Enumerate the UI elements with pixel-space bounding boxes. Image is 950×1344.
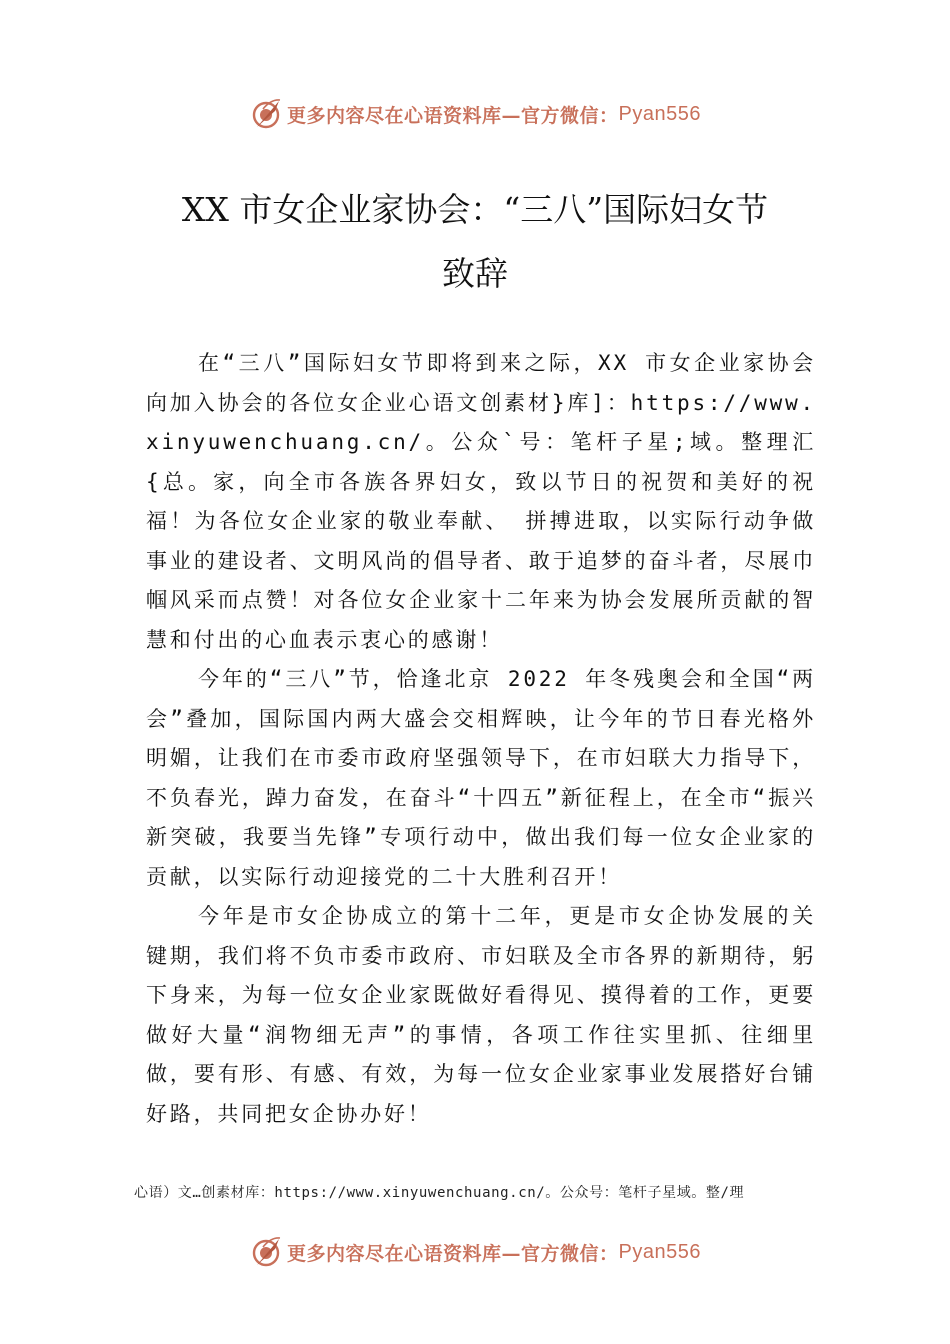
banner-text: 更多内容尽在心语资料库—官方微信： — [287, 1242, 619, 1265]
banner-wechat-id: Pyan556 — [618, 1240, 701, 1263]
document-body — [146, 344, 816, 1134]
header-banner — [0, 94, 950, 134]
paragraph-1: 在“三八”国际妇女节即将到来之际，XX 市女企业家协会向加入协会的各位女企业心语文创素材}库]：https://www.xinyuwenchuang.cn/。公众`号：笔杆子星;域。整理汇{总。家，向全市各族各界妇女，致以节日的祝贺和美好的祝福！为各位女企业家的敬业奉献、 拼搏进取，以实际行动争做事业的建设者、文明风尚的倡导者、敢于追梦的奋斗者，尽展巾帼风采而点赞！对各位女企业家十二年来为协会发展所贡献的智慧和付出的心血表示衷心的感谢！ — [146, 351, 816, 652]
source-footnote: 心语）文…创素材库：https://www.xinyuwenchuang.cn/。公众号：笔杆子星域。整/理 — [134, 1185, 745, 1201]
banner-wechat-id: Pyan556 — [618, 102, 701, 125]
document-title-line-2: 致辞 — [442, 254, 508, 293]
quill-seal-icon — [249, 97, 283, 131]
quill-seal-icon — [249, 1235, 283, 1269]
footer-banner — [0, 1232, 950, 1272]
paragraph-3: 今年是市女企协成立的第十二年，更是市女企协发展的关键期，我们将不负市委市政府、市妇联及全市各界的新期待，躬下身来，为每一位女企业家既做好看得见、摸得着的工作，更要做好大量“润物细无声”的事情，各项工作往实里抓、往细里做，要有形、有感、有效，为每一位女企业家事业发展搭好台铺好路，共同把女企协办好！ — [146, 904, 816, 1126]
document-title-line-1: XX 市女企业家协会：“三八”国际妇女节 — [181, 190, 769, 229]
banner-text: 更多内容尽在心语资料库—官方微信： — [287, 104, 619, 127]
paragraph-2: 今年的“三八”节，恰逢北京 2022 年冬残奥会和全国“两会”叠加，国际国内两大盛会交相辉映，让今年的节日春光格外明媚，让我们在市委市政府坚强领导下，在市妇联大力指导下，不负春光，踔力奋发，在奋斗“十四五”新征程上，在全市“振兴新突破，我要当先锋”专项行动中，做出我们每一位女企业家的贡献，以实际行动迎接党的二十大胜利召开！ — [146, 667, 816, 889]
